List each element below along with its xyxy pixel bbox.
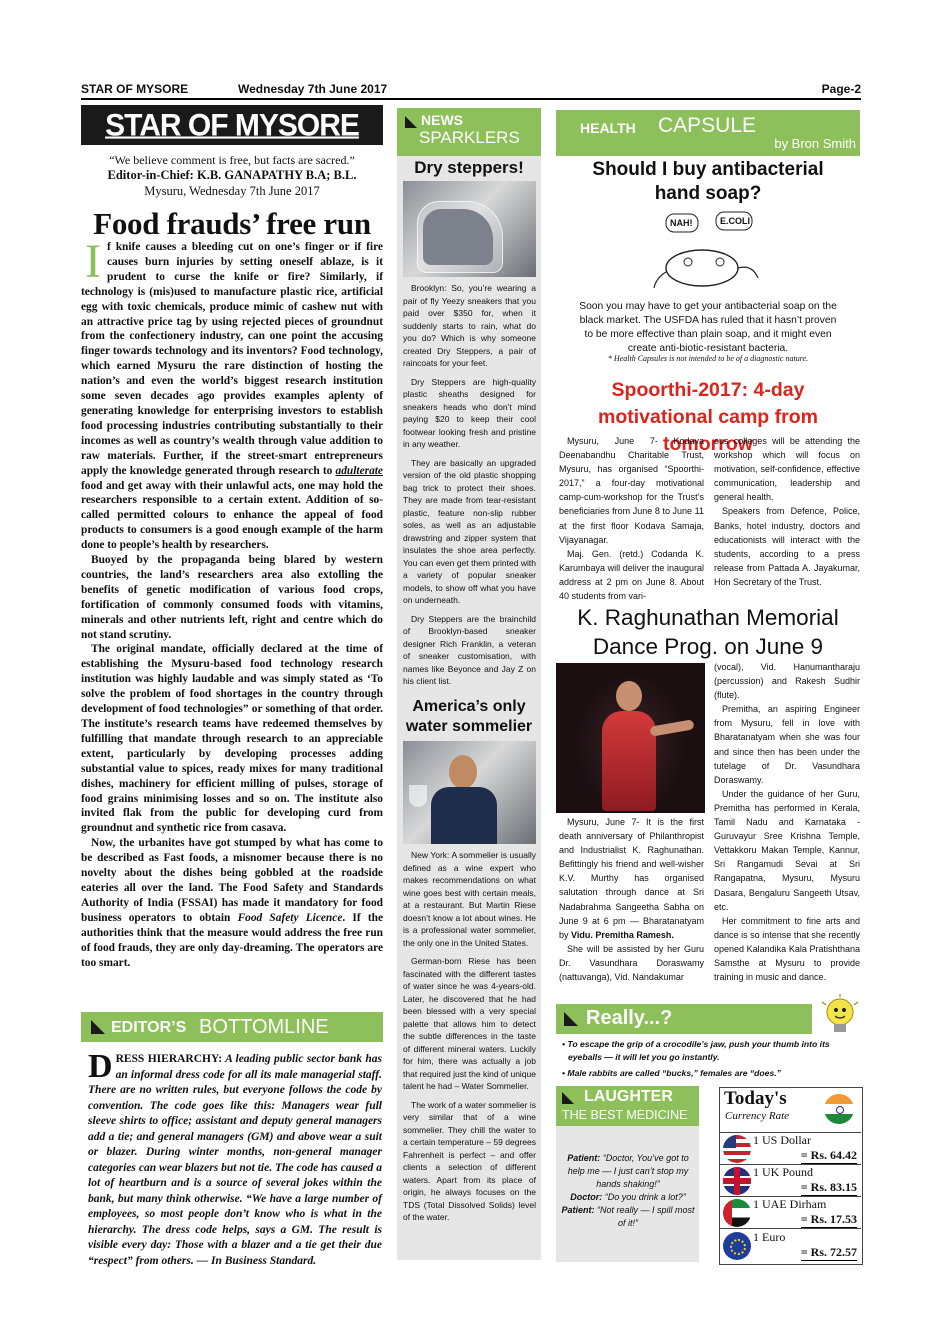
health-text: Soon you may have to get your antibacterial soap on the black market. The USFDA has ruled that it hasn’t proven to be more effective than plain soap, and it might even create anti-biotic-resistant bacteria. [579,301,837,354]
bottomline-drop-cap: D [88,1048,113,1085]
health-note: * Health Capsules is not intended to be of a diagnostic nature. [607,354,809,363]
story2-title: America’s only water sommelier [405,698,533,735]
eu-flag-icon [723,1232,751,1260]
us-flag-icon [723,1135,751,1163]
soap-cartoon-icon [650,210,770,294]
story2-body [403,849,536,1224]
story1-paragraph-1: Brooklyn: So, you’re wearing a pair of fly Yeezy sneakers that you paid over $350 for, when it suddenly starts to rain, what do you do? Which is why someone created Dry Steppers, a pair of raincoats for your feet. [403,283,536,368]
joke-line [560,1152,696,1191]
dancer-photo [556,663,705,813]
editorial-paragraph-4 [81,836,383,970]
currency-name: 1 UAE Dirham [753,1197,827,1211]
header-date: Wednesday 7th June 2017 [238,82,388,96]
currency-row [719,1228,861,1263]
memorial-col2-p4: Her commitment to fine arts and dance is so intense that she recently opened Kalandika Kala Pratishthana Samsthe at Mysuru to provide training in music and dance. [714,915,860,983]
lightbulb-icon [818,994,862,1038]
laughter-joke [560,1152,696,1230]
cartoon-speech-1: NAH! [670,218,693,228]
editorial-paragraph-2: Buoyed by the propaganda being blared by western countries, the land’s researchers area also extolling the benefits of genetic modification of various food crops, fortification of commonly consumed foods with vitamins, minerals and other nutrients left, right and centre which do not stand scrutiny. [81,554,383,641]
currency-row [719,1196,861,1229]
memorial-performer: Vidu. Premitha Ramesh. [571,929,674,940]
health-label-a: HEALTH [580,120,636,136]
spoorthi-col2-p2: Speakers from Defence, Police, Banks, hotel industry, doctors and educationists will interact with the students, according to a press release from Pattada A. Jayakumar, Hon Secretary of the Trust. [714,506,860,587]
eu-stars-ring [730,1239,746,1255]
story1-paragraph-2: Dry Steppers are high-quality plastic sheaths designed for sneakers heads who don’t mind paying $20 to keep their cool footwear looking fresh and pristine in any weather. [403,376,536,449]
laughter-label-b: THE BEST MEDICINE [562,1108,688,1122]
really-item: • Male rabbits are called “bucks,” females are “does.” [562,1068,781,1078]
health-cartoon [650,210,770,294]
health-title: Should I buy antibacterial hand soap? [592,159,824,204]
story1-paragraph-4: Dry Steppers are the brainchild of Brooklyn-based sneaker designer Rich Franklin, a veteran of sneaker customisation, with names like Beyonce and Jay Z on his client list. [403,613,536,686]
person-suit-shape [431,787,497,844]
banner-arrow-icon [91,1020,105,1034]
bottomline-label-a: EDITOR’S [111,1019,187,1036]
uk-flag-cross-v [734,1167,740,1195]
story2-paragraph-3: The work of a water sommelier is very similar that of a wine sommelier. They chill the water to a certain temperature – 59 degrees Fahrenheit is perfect – and offer clients a selection of different waters. Apart from its place of origin, he always focuses on the TDS (Total Dissolved Solids) level of the water. [403,1099,536,1222]
story2-paragraph-1: New York: A sommelier is usually defined as a wine expert who makes recommendations on what wine goes best with certain meals, at a restaurant. But Martin Riese doesn’t know a lot about wines. He is a professional water sommelier, the only one in the United States. [403,850,536,948]
story1-paragraph-3: They are basically an upgraded version of the old plastic shopping bag trick to protect their shoes. They are made from tear-resistant plastic, feature non-slip rubber soles, as well as an adjustable drawstring and zipper system that insulates the shoe area perfectly. You can even get them printed with a variety of popular sneaker models, to show off what you have on underneath. [403,457,536,605]
person-head-shape [449,755,477,789]
masthead-editor: Editor-in-Chief: K.B. GANAPATHY B.A; B.L. [107,168,357,182]
really-item-text: Male rabbits are called “bucks,” females are “does.” [567,1068,781,1078]
currency-name: 1 UK Pound [753,1165,814,1179]
spoorthi-col2 [714,434,860,589]
bottomline-body [88,1048,383,1269]
page-header [81,80,861,100]
wine-glass-shape [409,785,427,807]
currency-title: Today's [724,1088,787,1109]
india-flag-icon [824,1094,854,1124]
joke-line [560,1204,696,1230]
currency-name: 1 US Dollar [753,1133,811,1147]
editorial-title: Food frauds’ free run [93,206,371,241]
currency-row [719,1132,861,1165]
header-paper-name: STAR OF MYSORE [81,82,189,96]
editorial-drop-cap: I [85,235,101,288]
memorial-col2-p2: Premitha, an aspiring Engineer from Mysuru, fell in love with Bharatanatyam when she was four and since then has been under the tutelage of Dr. Vasundhara Doraswamy. [714,704,860,785]
sommelier-photo [403,741,536,844]
bottomline-label-b: BOTTOMLINE [199,1016,329,1038]
memorial-col2-p3: Under the guidance of her Guru, Premitha has performed in Kerala, Tamil Nadu and Karnataka - Guruvayur Sree Krishna Temple, Vettakkoru Makan Temple, Kannur, Sri Rangamudi Sevai at Sri Rangapatna, Mysuru, Mysuru Dasara, Bengaluru Sangeeth Utsav, etc. [714,788,860,912]
joke-speaker: Doctor: [570,1192,603,1202]
joke-speaker: Patient: [561,1205,595,1215]
banner-arrow-icon [564,1012,578,1026]
banner-arrow-icon [405,116,417,128]
memorial-col1-p1 [559,815,704,942]
chakra-shape [836,1106,844,1114]
laughter-label-a: LAUGHTER [584,1088,673,1105]
story1-body [403,282,536,688]
memorial-col1 [559,815,704,984]
bottomline-text: A leading public sector bank has an informal dress code for all its male managerial staff. There are no written rules, but everyone follows the code by convention. The code goes like this: Managers wear full sleeve shirts to office; assistant and deputy general managers add a tie; and general managers (GM) and above wear a suit or blazer. During winter months, non-general manager categories can wear blazers but not tie. The code has caused a lot of heartburn and is a source of several jokes within the bank, but many think otherwise. “We have a large number of employees, so most people don’t know who is what in the hierarchy. The dress code helps, says a GM. The result is visible every day: Those with a blazer and a tie get their due “respect” from others. — In Business Standard. [88,1053,383,1267]
memorial-col2 [714,660,860,984]
bottomline-banner [81,1012,383,1042]
health-byline: by Bron Smith [774,136,856,151]
editorial-lead-end: food and get away with their unlawful acts, one may hold the researchers responsible to a certain extent. Addition of so-called permitted colours to enhance the appeal of food products to consumers is a good enough example of the harm done to people’s health by researchers. [81,479,383,552]
bottomline-lead: RESS HIERARCHY: [115,1053,223,1065]
really-item: • To escape the grip of a crocodile’s jaw, push your thumb into its eyeballs — it will let you go instantly. [562,1039,830,1062]
story2-paragraph-2: German-born Riese has been fascinated with the different tastes of water since he was 4-years-old. Later, he discovered that he had been blessed with a very special palette that allows him to detect the subtle differences in the taste of different mineral waters. Luckily for him, there was actually a job that required just the kind of unique talent he had – Water Sommelier. [403,956,536,1091]
spoorthi-col1 [559,434,704,603]
currency-subtitle: Currency Rate [725,1110,790,1122]
memorial-lead-text: Mysuru, June 7- It is the first death anniversary of Philanthropist and Industrialist K. Raghunathan. Befittingly his friend and well-wisher K.V. Murthy has organised salutation through dance at Sri Nadabrahma Sangeetha Sabha on June 9 at 6 pm — Bharatanatyam by [559,817,704,940]
joke-speaker: Patient: [567,1153,601,1163]
masthead [81,105,383,145]
health-label-b: CAPSULE [658,114,757,137]
us-flag-canton [723,1135,736,1148]
editorial-p4-text: Now, the urbanites have got stumped by what has come to be described as Fast foods, a misnomer because there is no novelty about the dishes being gobbled at the roadside eateries all over the land. The Food Safety and Standards Authority of India (FSSAI) has made it mandatory for food business operators to obtain [81,837,383,924]
masthead-dateline: Mysuru, Wednesday 7th June 2017 [144,184,320,198]
currency-name: 1 Euro [753,1230,786,1244]
joke-text: “Doctor, You’ve got to help me — I just can’t stop my hands shaking!” [567,1153,689,1189]
sparklers-label-a: NEWS [421,112,463,128]
editorial-lead-emphasis: adulterate [335,464,383,477]
currency-rate: = Rs. 17.53 [800,1212,857,1226]
banner-arrow-icon [562,1092,574,1104]
memorial-title: K. Raghunathan Memorial Dance Prog. on June 9 [577,605,839,659]
health-banner [556,110,860,156]
story1-title: Dry steppers! [414,158,524,177]
editorial-paragraph-3: The original mandate, officially declared at the time of establishing the Mysuru-based food technology research institution was highly laudable and was simply stated as ‘To solve the problem of food shortages in the country through development of food technologies” or something of that order. The institute’s research teams have redeemed themselves by fulfilling that mandate through research to an appreciable extent, particularly by developing processes adding substantial value to spices, ready mixes for many traditional dishes, machinery for efficient milling of pulses, storage of food grains minimising losses and so on. The institute also invited flak from the public for developing curd from groundnut and synthetic rice from casava. [81,643,383,835]
editorial-lead-paragraph [81,235,383,553]
header-page-number: Page-2 [821,82,861,96]
really-list [560,1038,864,1080]
dry-steppers-photo [403,181,536,277]
masthead-motto: “We believe comment is free, but facts are sacred.” [109,153,355,167]
memorial-col2-p1: (vocal), Vid. Hanumantharaju (percussion) and Rakesh Sudhir (flute). [714,662,860,701]
currency-rate: = Rs. 72.57 [800,1245,857,1259]
masthead-title: STAR OF MYSORE [105,108,359,143]
uae-flag-icon [723,1199,751,1227]
sparklers-banner [397,108,541,156]
editorial-p4-end: . If the authorities think that the measure would address the free run of food frauds, they are only day-dreaming. The operators are too smart. [81,911,383,969]
spoorthi-col2-p1: ous colleges will be attending the workshop which will focus on motivation, self-confidence, effective communication, leadership and general health. [714,436,860,503]
joke-line [560,1191,696,1204]
really-label: Really...? [586,1007,673,1029]
spoorthi-col1-p1: Mysuru, June 7- Kodava Deenabandhu Charitable Trust, Mysuru, has organised “Spoorthi-2017,” a four-day motivational camp-cum-workshop for the Trust’s beneficiaries from June 8 to June 11 at the first floor Kodava Samaja, Vijayanagar. [559,436,704,545]
currency-row [719,1164,861,1197]
spoorthi-title: Spoorthi-2017: 4-day motivational camp from tomorrow [598,379,818,455]
dancer-costume-shape [602,711,656,811]
laughter-banner [556,1086,699,1126]
sparklers-label-b: SPARKLERS [419,128,520,147]
cartoon-speech-2: E.COLI [720,216,751,226]
memorial-col1-p2: She will be assisted by her Guru Dr. Vasundhara Doraswamy (nattuvanga), Vid. Nandakumar [559,943,704,983]
editorial-lead-text: f knife causes a bleeding cut on one’s finger or if fire causes burn injuries by setting oneself ablaze, is it prudent to curse the knife or fire? Similarly, if technology is (mis)used to manufacture plastic rice, artificial egg with toxic chemicals, produce mimic of cashew nut with an attractive price tag by using rejected pieces of groundnut from the confectionery industry, can one point the accusing finger towards technology and its inventors? Food technology, which earned Mysuru the rare distinction of hosting the nation’s and even the world’s biggest research institution some seven decades ago provides examples aplenty of generating knowledge for enterprising investors to establish food processing industries contributing substantially to their incomes as well as country’s wealth through value addition to raw materials. Further, if the street-smart entrepreneurs apply the knowledge generated through research to [81,241,383,477]
uk-flag-icon [723,1167,751,1195]
currency-rate: = Rs. 64.42 [800,1148,857,1162]
plastic-sheath-shape [417,201,503,273]
currency-rate: = Rs. 83.15 [800,1180,857,1194]
editorial-p4-emphasis: Food Safety Licence [237,911,343,924]
really-item-text: To escape the grip of a crocodile’s jaw, push your thumb into its eyeballs — it will let you go instantly. [567,1039,830,1062]
joke-text: “Do you drink a lot?” [602,1192,686,1202]
lightbulb-svg [818,994,862,1038]
spoorthi-col1-p2: Maj. Gen. (retd.) Codanda K. Karumbaya will deliver the inaugural address at 2 pm on June 8. About 40 students from vari- [559,548,704,602]
dancer-head-shape [616,681,642,711]
uae-flag-band [723,1199,732,1227]
really-banner [556,1004,812,1034]
editorial-body [81,235,383,970]
joke-text: “Not really — I spill most of it!” [594,1205,695,1228]
